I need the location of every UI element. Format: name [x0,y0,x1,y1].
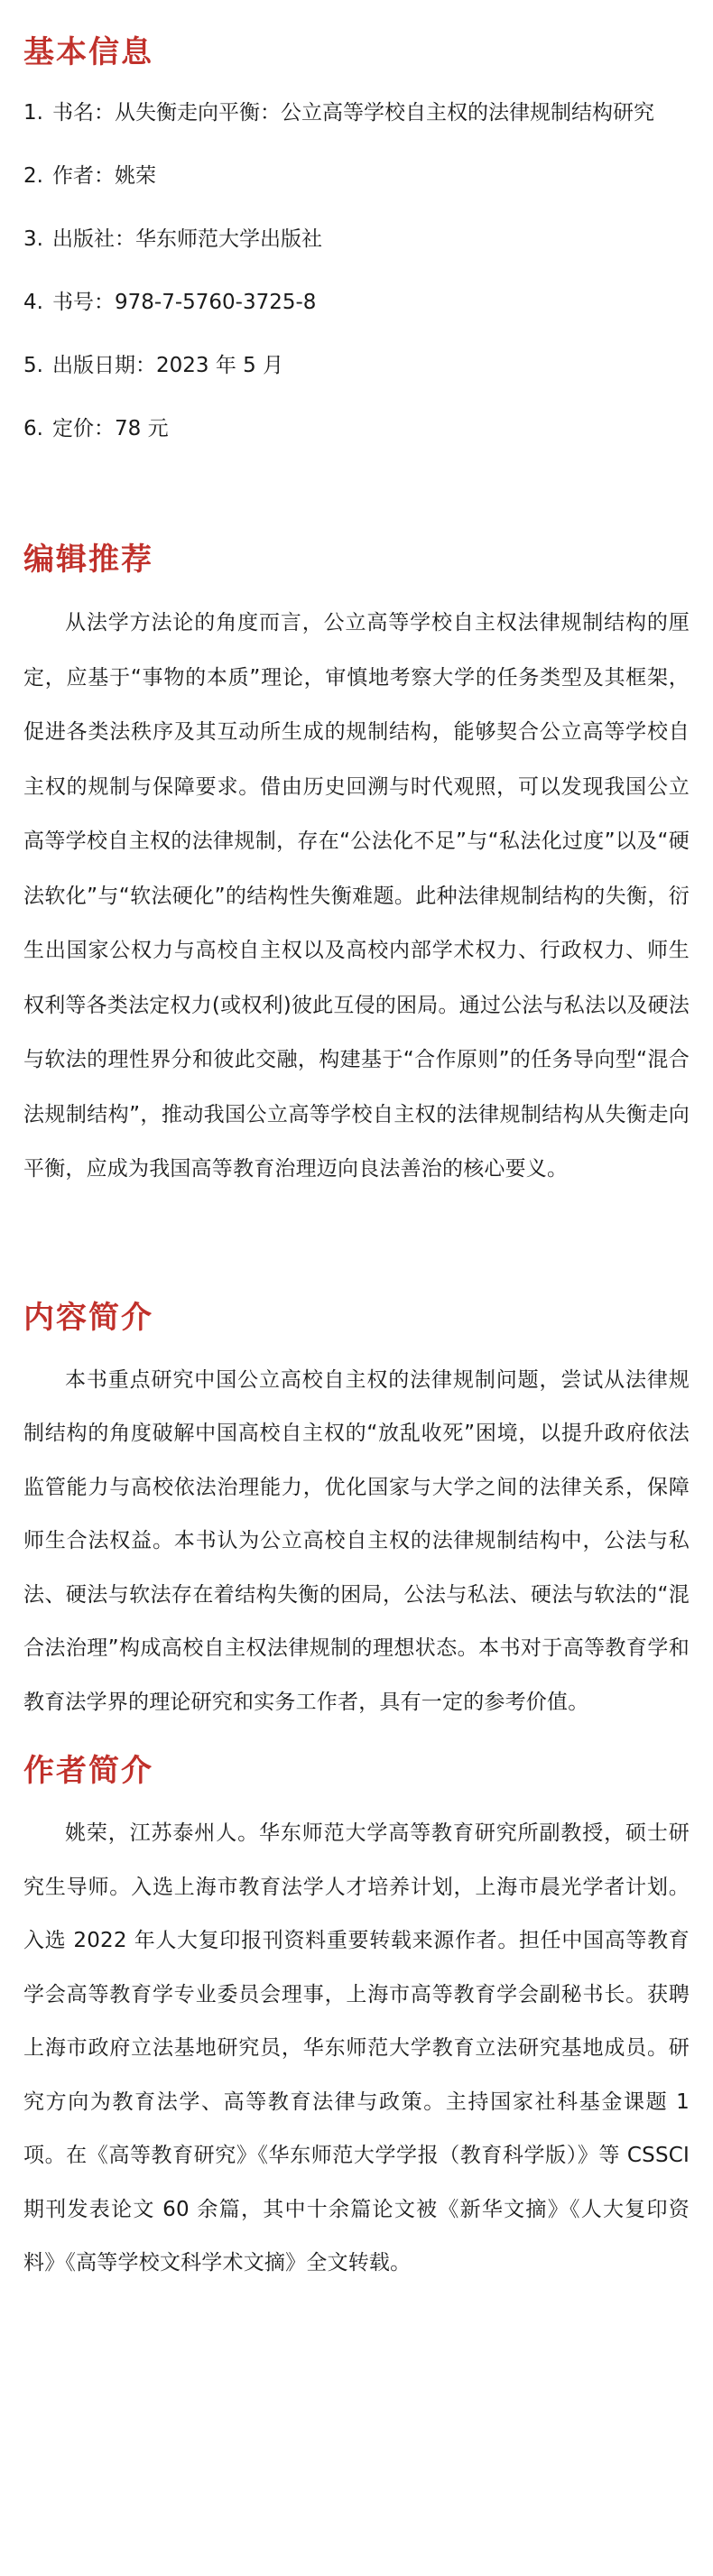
editor-recommendation-body: 从法学方法论的角度而言，公立高等学校自主权法律规制结构的厘定，应基于“事物的本质”理论，审慎地考察大学的任务类型及其框架，促进各类法秩序及其互动所生成的规制结构，能够契合公立高等学校自主权的规制与保障要求。借由历史回溯与时代观照，可以发现我国公立高等学校自主权的法律规制，存在“公法化不足”与“私法化过度”以及“硬法软化”与“软法硬化”的结构性失衡难题。此种法律规制结构的失衡，衍生出国家公权力与高校自主权以及高校内部学术权力、行政权力、师生权利等各类法定权力(或权利)彼此互侵的困局。通过公法与私法以及硬法与软法的理性界分和彼此交融，构建基于“合作原则”的任务导向型“混合法规制结构”，推动我国公立高等学校自主权的法律规制结构从失衡走向平衡，应成为我国高等教育治理迈向良法善治的核心要义。 [23,611,690,1181]
basic-info-section [23,31,690,460]
content-summary-section [23,1296,690,1730]
content-summary-body: 本书重点研究中国公立高校自主权的法律规制问题，尝试从法律规制结构的角度破解中国高校自主权的“放乱收死”困境，以提升政府依法监管能力与高校依法治理能力，优化国家与大学之间的法律关系，保障师生合法权益。本书认为公立高校自主权的法律规制结构中，公法与私法、硬法与软法存在着结构失衡的困局，公法与私法、硬法与软法的“混合法治理”构成高校自主权法律规制的理想状态。本书对于高等教育学和教育法学界的理论研究和实务工作者，具有一定的参考价值。 [23,1367,690,1714]
info-item-author: 2. 作者：姚荣 [23,164,156,188]
info-item-pub-date: 5. 出版日期：2023 年 5 月 [23,354,284,377]
author-intro-heading: 作者简介 [23,1753,153,1789]
info-item-price: 6. 定价：78 元 [23,417,169,440]
basic-info-heading: 基本信息 [23,34,153,70]
editor-recommendation-heading: 编辑推荐 [23,542,153,578]
info-item-publisher: 3. 出版社：华东师范大学出版社 [23,227,322,251]
editor-recommendation-section [23,538,690,1197]
content-summary-heading: 内容简介 [23,1299,153,1336]
info-item-isbn: 4. 书号：978-7-5760-3725-8 [23,291,317,314]
author-intro-body: 姚荣，江苏泰州人。华东师范大学高等教育研究所副教授，硕士研究生导师。入选上海市教育法学人才培养计划，上海市晨光学者计划。入选 2022 年人大复印报刊资料重要转载来源作者。担任中国高等教育学会高等教育学专业委员会理事，上海市高等教育学会副秘书长。获聘上海市政府立法基地研究员，华东师范大学教育立法研究基地成员。研究方向为教育法学、高等教育法律与政策。主持国家社科基金课题 1 项。在《高等教育研究》《华东师范大学学报（教育科学版）》等 CSSCI 期刊发表论文 60 余篇，其中十余篇论文被《新华文摘》《人大复印资料》《高等学校文科学术文摘》全文转载。 [23,1821,690,2275]
basic-info-list [23,81,690,460]
info-item-title: 1. 书名：从失衡走向平衡：公立高等学校自主权的法律规制结构研究 [23,101,654,125]
author-intro-section [23,1749,690,2291]
